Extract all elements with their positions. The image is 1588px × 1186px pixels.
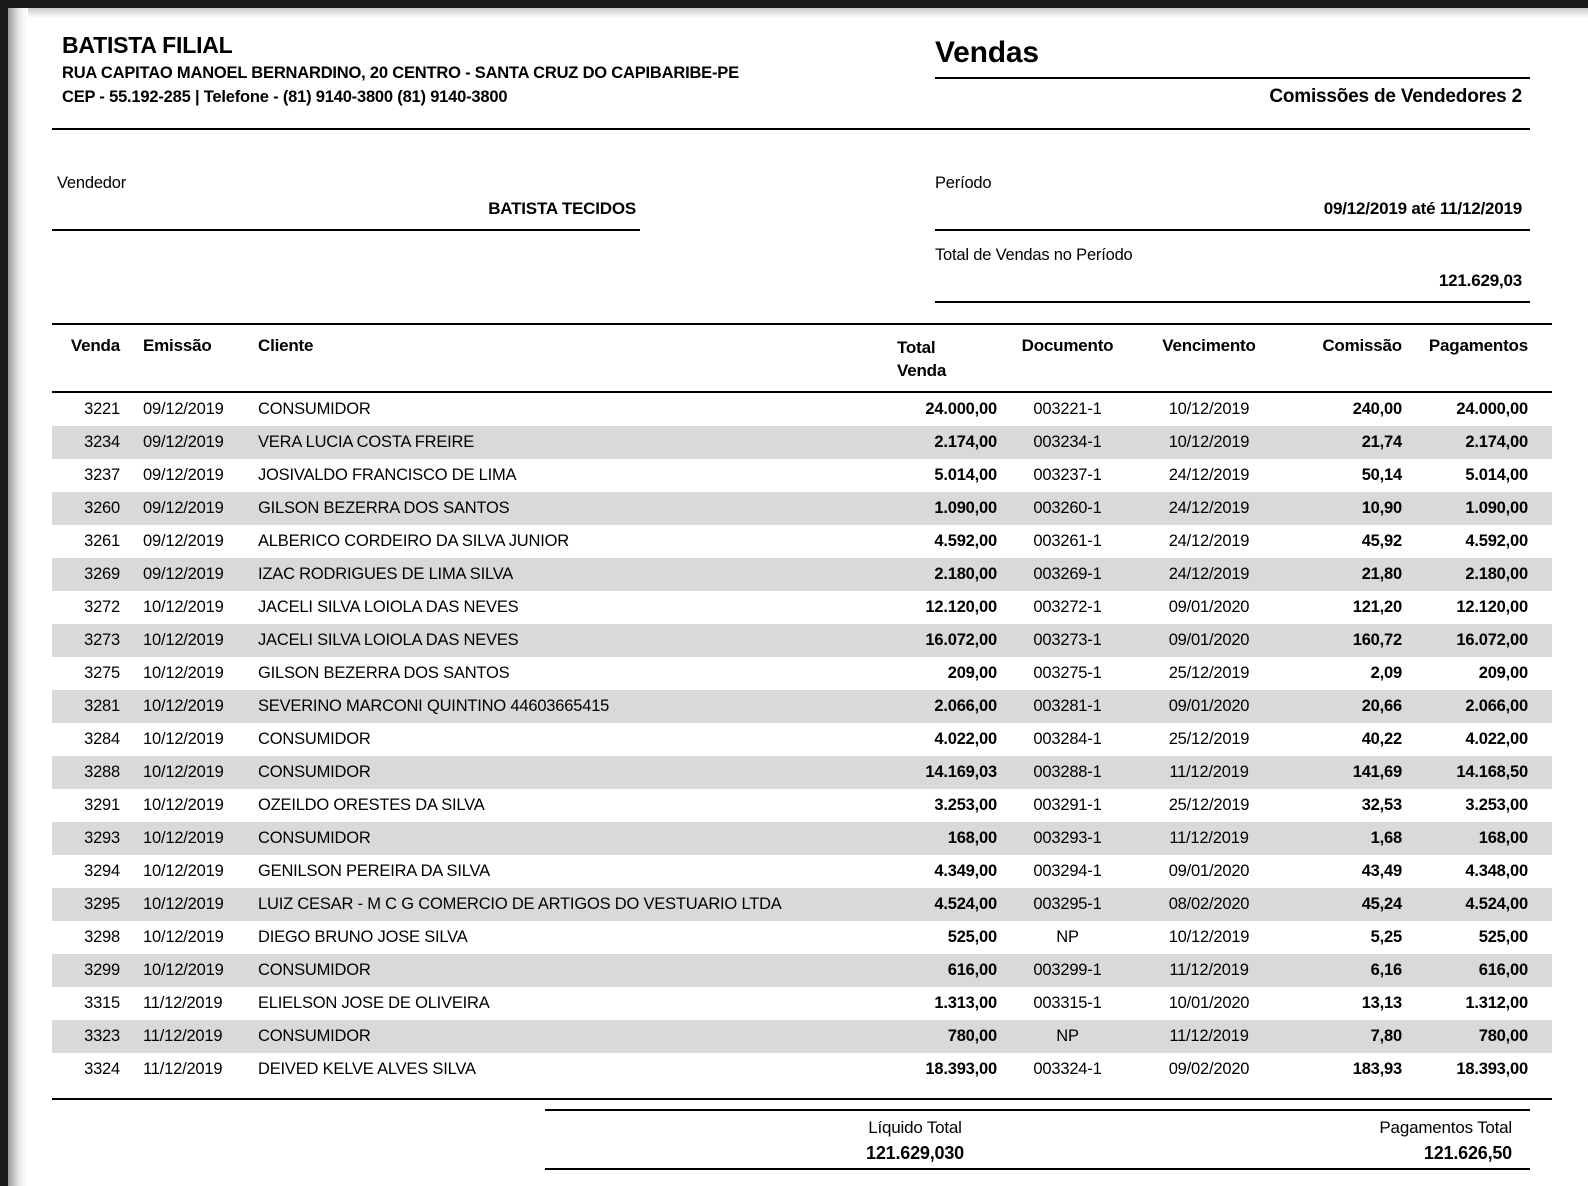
- cell-comissao: 50,14: [1361, 466, 1402, 484]
- cell-cliente: IZAC RODRIGUES DE LIMA SILVA: [258, 565, 514, 583]
- cell-documento: 003269-1: [1033, 565, 1102, 583]
- cell-cliente: CONSUMIDOR: [258, 730, 371, 748]
- cell-emissao: 10/12/2019: [143, 961, 224, 979]
- cell-total-venda: 14.169,03: [925, 763, 997, 781]
- cell-documento: 003275-1: [1033, 664, 1102, 682]
- title-underline: [935, 77, 1530, 79]
- header-divider: [52, 128, 1530, 130]
- cell-total-venda: 4.349,00: [934, 862, 997, 880]
- cell-emissao: 10/12/2019: [143, 829, 224, 847]
- cell-total-venda: 4.524,00: [934, 895, 997, 913]
- company-cep-phone: CEP - 55.192-285 | Telefone - (81) 9140-3800 (81) 9140-3800: [62, 88, 508, 106]
- cell-comissao: 6,16: [1370, 961, 1402, 979]
- cell-venda: 3299: [84, 961, 120, 979]
- total-vendas-underline: [935, 301, 1530, 303]
- cell-cliente: GILSON BEZERRA DOS SANTOS: [258, 499, 510, 517]
- viewer-left-edge: [0, 0, 8, 1186]
- cell-venda: 3237: [84, 466, 120, 484]
- table-row: [52, 459, 1552, 492]
- cell-emissao: 11/12/2019: [143, 1060, 223, 1078]
- cell-cliente: LUIZ CESAR - M C G COMERCIO DE ARTIGOS DO VESTUARIO LTDA: [258, 895, 782, 913]
- cell-pagamentos: 2.180,00: [1465, 565, 1528, 583]
- cell-comissao: 13,13: [1361, 994, 1402, 1012]
- table-row: [52, 723, 1552, 756]
- cell-venda: 3221: [84, 400, 120, 418]
- cell-cliente: ELIELSON JOSE DE OLIVEIRA: [258, 994, 490, 1012]
- cell-cliente: VERA LUCIA COSTA FREIRE: [258, 433, 475, 451]
- liquido-total-value: 121.629,030: [866, 1143, 964, 1163]
- cell-total-venda: 1.313,00: [934, 994, 997, 1012]
- cell-comissao: 183,93: [1352, 1060, 1402, 1078]
- cell-total-venda: 1.090,00: [934, 499, 997, 517]
- cell-documento: 003273-1: [1033, 631, 1102, 649]
- sales-table: [52, 323, 1552, 1100]
- col-header-total-line1: Total: [897, 338, 936, 357]
- viewer-top-edge: [0, 0, 1588, 8]
- vendedor-underline: [52, 229, 640, 231]
- cell-emissao: 11/12/2019: [143, 1027, 223, 1045]
- cell-comissao: 2,09: [1370, 664, 1402, 682]
- cell-pagamentos: 209,00: [1478, 664, 1528, 682]
- table-row: [52, 888, 1552, 921]
- table-row: [52, 624, 1552, 657]
- cell-comissao: 240,00: [1352, 400, 1402, 418]
- cell-emissao: 10/12/2019: [143, 796, 224, 814]
- col-header-total-line2: Venda: [897, 361, 947, 380]
- col-header-venda: Venda: [70, 336, 120, 355]
- cell-comissao: 160,72: [1352, 631, 1402, 649]
- cell-comissao: 45,24: [1361, 895, 1402, 913]
- cell-documento: 003288-1: [1033, 763, 1102, 781]
- table-row: [52, 822, 1552, 855]
- cell-pagamentos: 1.312,00: [1465, 994, 1528, 1012]
- totals-box: [545, 1109, 1530, 1170]
- cell-emissao: 10/12/2019: [143, 862, 224, 880]
- table-body: [52, 393, 1552, 1100]
- cell-emissao: 11/12/2019: [143, 994, 223, 1012]
- cell-documento: 003281-1: [1033, 697, 1102, 715]
- cell-venda: 3261: [84, 532, 120, 550]
- cell-venda: 3275: [84, 664, 120, 682]
- cell-total-venda: 24.000,00: [925, 400, 997, 418]
- table-row: [52, 954, 1552, 987]
- table-row: [52, 987, 1552, 1020]
- cell-venda: 3288: [84, 763, 120, 781]
- cell-documento: NP: [1056, 1027, 1079, 1045]
- cell-total-venda: 5.014,00: [934, 466, 997, 484]
- col-header-comissao: Comissão: [1322, 336, 1402, 355]
- cell-vencimento: 10/12/2019: [1168, 928, 1250, 946]
- company-address: RUA CAPITAO MANOEL BERNARDINO, 20 CENTRO - SANTA CRUZ DO CAPIBARIBE-PE: [62, 64, 739, 82]
- cell-emissao: 09/12/2019: [143, 433, 224, 451]
- periodo-underline: [935, 229, 1530, 231]
- cell-emissao: 10/12/2019: [143, 697, 224, 715]
- table-row: [52, 690, 1552, 723]
- cell-emissao: 09/12/2019: [143, 565, 224, 583]
- cell-total-venda: 2.180,00: [934, 565, 997, 583]
- table-row: [52, 492, 1552, 525]
- cell-total-venda: 4.022,00: [934, 730, 997, 748]
- col-header-total-venda: [885, 336, 1000, 382]
- cell-documento: 003293-1: [1033, 829, 1102, 847]
- table-row: [52, 591, 1552, 624]
- cell-cliente: SEVERINO MARCONI QUINTINO 44603665415: [258, 697, 610, 715]
- cell-emissao: 09/12/2019: [143, 532, 224, 550]
- cell-cliente: CONSUMIDOR: [258, 400, 371, 418]
- cell-vencimento: 24/12/2019: [1168, 466, 1250, 484]
- cell-documento: 003295-1: [1033, 895, 1102, 913]
- cell-documento: 003272-1: [1033, 598, 1102, 616]
- report-subtitle: Comissões de Vendedores 2: [1269, 86, 1522, 107]
- cell-venda: 3324: [84, 1060, 120, 1078]
- table-row: [52, 657, 1552, 690]
- col-header-emissao: Emissão: [143, 336, 212, 355]
- cell-pagamentos: 616,00: [1478, 961, 1528, 979]
- cell-venda: 3315: [84, 994, 120, 1012]
- cell-pagamentos: 16.072,00: [1456, 631, 1528, 649]
- page-left-shadow: [8, 8, 28, 1186]
- cell-cliente: GILSON BEZERRA DOS SANTOS: [258, 664, 510, 682]
- cell-pagamentos: 24.000,00: [1456, 400, 1528, 418]
- cell-total-venda: 12.120,00: [925, 598, 997, 616]
- total-vendas-value: 121.629,03: [1438, 271, 1522, 290]
- cell-vencimento: 10/01/2020: [1168, 994, 1250, 1012]
- cell-pagamentos: 525,00: [1478, 928, 1528, 946]
- cell-pagamentos: 4.592,00: [1465, 532, 1528, 550]
- cell-cliente: ALBERICO CORDEIRO DA SILVA JUNIOR: [258, 532, 569, 550]
- cell-pagamentos: 5.014,00: [1465, 466, 1528, 484]
- cell-pagamentos: 4.524,00: [1465, 895, 1528, 913]
- vendedor-value: BATISTA TECIDOS: [488, 199, 636, 218]
- table-row: [52, 1053, 1552, 1086]
- cell-pagamentos: 1.090,00: [1465, 499, 1528, 517]
- cell-vencimento: 09/01/2020: [1168, 862, 1250, 880]
- cell-vencimento: 10/12/2019: [1168, 400, 1250, 418]
- cell-emissao: 10/12/2019: [143, 631, 224, 649]
- periodo-value: 09/12/2019 até 11/12/2019: [1323, 199, 1522, 218]
- total-vendas-label: Total de Vendas no Período: [935, 246, 1133, 264]
- cell-venda: 3291: [84, 796, 120, 814]
- cell-comissao: 5,25: [1370, 928, 1402, 946]
- cell-venda: 3273: [84, 631, 120, 649]
- cell-vencimento: 24/12/2019: [1168, 565, 1250, 583]
- cell-pagamentos: 18.393,00: [1456, 1060, 1528, 1078]
- cell-cliente: DEIVED KELVE ALVES SILVA: [258, 1060, 476, 1078]
- cell-documento: 003260-1: [1033, 499, 1102, 517]
- cell-comissao: 141,69: [1352, 763, 1402, 781]
- cell-vencimento: 25/12/2019: [1168, 730, 1250, 748]
- cell-total-venda: 3.253,00: [934, 796, 997, 814]
- cell-cliente: CONSUMIDOR: [258, 961, 371, 979]
- table-row: [52, 558, 1552, 591]
- report-title: Vendas: [935, 36, 1039, 69]
- cell-emissao: 10/12/2019: [143, 598, 224, 616]
- table-row: [52, 921, 1552, 954]
- cell-comissao: 21,80: [1361, 565, 1402, 583]
- cell-vencimento: 09/01/2020: [1168, 631, 1250, 649]
- cell-emissao: 10/12/2019: [143, 928, 224, 946]
- cell-venda: 3298: [84, 928, 120, 946]
- cell-total-venda: 525,00: [947, 928, 997, 946]
- pagamentos-total-label: Pagamentos Total: [1379, 1118, 1512, 1137]
- cell-venda: 3293: [84, 829, 120, 847]
- cell-documento: 003324-1: [1033, 1060, 1102, 1078]
- table-header-row: [52, 323, 1552, 393]
- cell-vencimento: 25/12/2019: [1168, 796, 1250, 814]
- col-header-documento: Documento: [1021, 336, 1114, 355]
- cell-cliente: CONSUMIDOR: [258, 829, 371, 847]
- cell-documento: NP: [1056, 928, 1079, 946]
- table-row: [52, 789, 1552, 822]
- page-top-shadow: [8, 8, 1588, 18]
- cell-venda: 3294: [84, 862, 120, 880]
- cell-comissao: 1,68: [1370, 829, 1402, 847]
- cell-documento: 003315-1: [1033, 994, 1102, 1012]
- table-row: [52, 756, 1552, 789]
- cell-pagamentos: 4.348,00: [1465, 862, 1528, 880]
- cell-comissao: 7,80: [1370, 1027, 1402, 1045]
- cell-pagamentos: 2.174,00: [1465, 433, 1528, 451]
- cell-comissao: 20,66: [1361, 697, 1402, 715]
- cell-total-venda: 2.066,00: [934, 697, 997, 715]
- cell-documento: 003294-1: [1033, 862, 1102, 880]
- cell-cliente: GENILSON PEREIRA DA SILVA: [258, 862, 490, 880]
- cell-venda: 3281: [84, 697, 120, 715]
- cell-cliente: CONSUMIDOR: [258, 1027, 371, 1045]
- cell-total-venda: 780,00: [947, 1027, 997, 1045]
- pagamentos-total-value: 121.626,50: [1423, 1143, 1512, 1163]
- company-name: BATISTA FILIAL: [62, 32, 233, 58]
- cell-cliente: DIEGO BRUNO JOSE SILVA: [258, 928, 468, 946]
- cell-cliente: CONSUMIDOR: [258, 763, 371, 781]
- cell-vencimento: 11/12/2019: [1169, 763, 1249, 781]
- cell-documento: 003291-1: [1033, 796, 1102, 814]
- cell-venda: 3323: [84, 1027, 120, 1045]
- periodo-label: Período: [935, 174, 992, 192]
- cell-emissao: 09/12/2019: [143, 400, 224, 418]
- cell-documento: 003221-1: [1033, 400, 1102, 418]
- cell-venda: 3295: [84, 895, 120, 913]
- table-row: [52, 393, 1552, 426]
- cell-vencimento: 10/12/2019: [1168, 433, 1250, 451]
- cell-total-venda: 18.393,00: [925, 1060, 997, 1078]
- cell-emissao: 09/12/2019: [143, 466, 224, 484]
- cell-vencimento: 08/02/2020: [1168, 895, 1250, 913]
- cell-total-venda: 2.174,00: [934, 433, 997, 451]
- cell-documento: 003234-1: [1033, 433, 1102, 451]
- cell-venda: 3234: [84, 433, 120, 451]
- cell-comissao: 21,74: [1361, 433, 1402, 451]
- cell-cliente: JACELI SILVA LOIOLA DAS NEVES: [258, 598, 519, 616]
- cell-total-venda: 16.072,00: [925, 631, 997, 649]
- cell-total-venda: 168,00: [947, 829, 997, 847]
- cell-vencimento: 09/01/2020: [1168, 697, 1250, 715]
- cell-comissao: 32,53: [1361, 796, 1402, 814]
- cell-venda: 3272: [84, 598, 120, 616]
- cell-documento: 003237-1: [1033, 466, 1102, 484]
- table-row: [52, 426, 1552, 459]
- cell-pagamentos: 4.022,00: [1465, 730, 1528, 748]
- col-header-cliente: Cliente: [258, 336, 314, 355]
- cell-emissao: 10/12/2019: [143, 730, 224, 748]
- liquido-total-label: Líquido Total: [868, 1118, 962, 1137]
- cell-emissao: 10/12/2019: [143, 664, 224, 682]
- cell-documento: 003284-1: [1033, 730, 1102, 748]
- cell-venda: 3284: [84, 730, 120, 748]
- cell-emissao: 09/12/2019: [143, 499, 224, 517]
- cell-vencimento: 24/12/2019: [1168, 499, 1250, 517]
- cell-documento: 003261-1: [1033, 532, 1102, 550]
- cell-vencimento: 09/02/2020: [1168, 1060, 1250, 1078]
- cell-comissao: 43,49: [1361, 862, 1402, 880]
- cell-cliente: OZEILDO ORESTES DA SILVA: [258, 796, 485, 814]
- cell-comissao: 40,22: [1361, 730, 1402, 748]
- cell-venda: 3260: [84, 499, 120, 517]
- cell-vencimento: 24/12/2019: [1168, 532, 1250, 550]
- cell-pagamentos: 12.120,00: [1456, 598, 1528, 616]
- vendedor-label: Vendedor: [57, 174, 127, 192]
- table-row: [52, 525, 1552, 558]
- cell-pagamentos: 780,00: [1478, 1027, 1528, 1045]
- col-header-vencimento: Vencimento: [1162, 336, 1256, 355]
- cell-vencimento: 11/12/2019: [1169, 1027, 1249, 1045]
- cell-documento: 003299-1: [1033, 961, 1102, 979]
- cell-comissao: 10,90: [1361, 499, 1402, 517]
- cell-cliente: JACELI SILVA LOIOLA DAS NEVES: [258, 631, 519, 649]
- cell-comissao: 121,20: [1352, 598, 1402, 616]
- cell-cliente: JOSIVALDO FRANCISCO DE LIMA: [258, 466, 517, 484]
- table-row: [52, 1020, 1552, 1053]
- cell-venda: 3269: [84, 565, 120, 583]
- cell-emissao: 10/12/2019: [143, 895, 224, 913]
- cell-comissao: 45,92: [1361, 532, 1402, 550]
- cell-pagamentos: 3.253,00: [1465, 796, 1528, 814]
- cell-total-venda: 209,00: [947, 664, 997, 682]
- cell-emissao: 10/12/2019: [143, 763, 224, 781]
- cell-total-venda: 4.592,00: [934, 532, 997, 550]
- col-header-pagamentos: Pagamentos: [1428, 336, 1528, 355]
- cell-vencimento: 09/01/2020: [1168, 598, 1250, 616]
- cell-pagamentos: 2.066,00: [1465, 697, 1528, 715]
- cell-pagamentos: 14.168,50: [1456, 763, 1528, 781]
- cell-total-venda: 616,00: [947, 961, 997, 979]
- cell-vencimento: 11/12/2019: [1169, 829, 1249, 847]
- table-row: [52, 855, 1552, 888]
- cell-vencimento: 11/12/2019: [1169, 961, 1249, 979]
- cell-vencimento: 25/12/2019: [1168, 664, 1250, 682]
- cell-pagamentos: 168,00: [1478, 829, 1528, 847]
